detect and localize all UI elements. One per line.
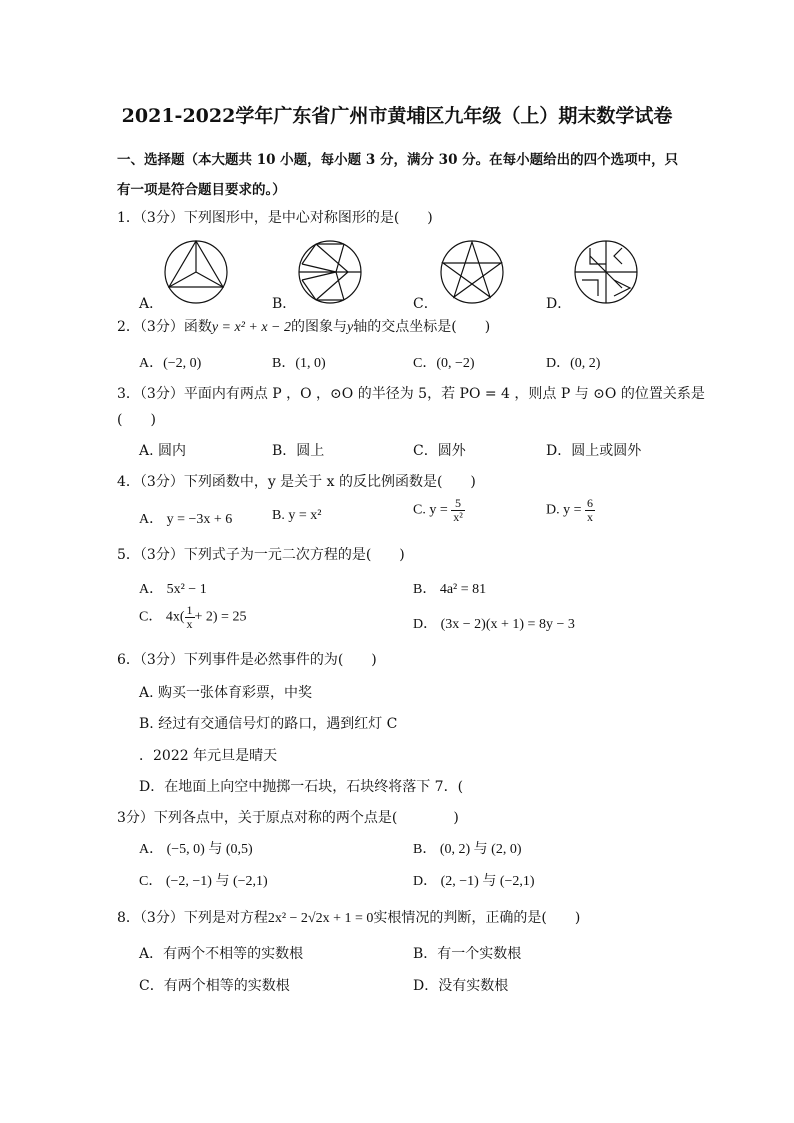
q4-option-a: A． y = −3x + 6 (139, 512, 233, 527)
q3-stem: 3．（3分）平面内有两点 P ，O ，⊙O 的半径为 5，若 PO = 4 ，则点 P 与 ⊙O 的位置关系是 (117, 386, 705, 402)
q8-option-d: D．没有实数根 (413, 978, 509, 994)
q6-option-d: D．在地面上向空中抛掷一石块，石块终将落下 7．( (139, 779, 464, 795)
q2-option-c: C．(0, −2) (413, 356, 475, 371)
q2-function: y = x² + x − 2 (211, 320, 292, 335)
q8-option-c: C．有两个相等的实数根 (139, 978, 290, 994)
q4-option-c-prefix: C. y = (413, 502, 448, 518)
q2-option-a: A．(−2, 0) (139, 356, 202, 371)
q3-option-b: B．圆上 (272, 443, 325, 459)
q7-option-a: A． (−5, 0) 与 (0,5) (139, 842, 253, 857)
q5-option-b: B． 4a² = 81 (413, 582, 487, 597)
q8-stem (117, 907, 580, 927)
q8-option-b: B．有一个实数根 (413, 946, 522, 962)
q4-option-d-prefix: D. y = (546, 502, 582, 518)
q1-figure-b (294, 236, 366, 308)
q4-option-d-denominator: x (587, 510, 594, 524)
q5-stem: 5．（3分）下列式子为一元二次方程的是( ) (117, 547, 405, 563)
q4-option-c-numerator: 5 (451, 497, 465, 511)
q6-stem: 6．（3分）下列事件是必然事件的为( ) (117, 652, 377, 668)
q8-equation: 2x² − 2√2x + 1 = 0 (267, 911, 374, 926)
q2-stem-e: 轴的交点坐标是( ) (353, 319, 491, 335)
q4-option-c-fraction (451, 497, 465, 524)
q3-option-d: D．圆上或圆外 (546, 443, 642, 459)
q2-stem-a: 2．（3分）函数 (117, 319, 212, 335)
q2-stem (117, 316, 490, 336)
q1-label-a: A． (139, 296, 164, 312)
q5-option-c (139, 604, 246, 631)
q7-stem: 3分）下列各点中，关于原点对称的两个点是( ) (117, 810, 459, 826)
q1-figure-d (570, 236, 642, 308)
q2-option-d: D．(0, 2) (546, 356, 601, 371)
q4-option-c-denominator: x² (453, 510, 463, 524)
q6-option-c: ．2022 年元旦是晴天 (139, 748, 278, 764)
q3-option-a: A. 圆内 (139, 443, 187, 459)
q5-option-d: D． (3x − 2)(x + 1) = 8y − 3 (413, 617, 575, 632)
q2-stem-c: 的图象与 (291, 319, 348, 335)
q5-option-c-numerator: 1 (186, 603, 193, 617)
q8-stem-c: 实根情况的判断，正确的是( ) (373, 910, 581, 926)
page-title: 2021-2022学年广东省广州市黄埔区九年级（上）期末数学试卷 (121, 105, 673, 127)
section-heading-line1: 一、选择题（本大题共 10 小题，每小题 3 分，满分 30 分。在每小题给出的四个选项中，只 (117, 152, 679, 168)
q1-label-d: D． (546, 296, 572, 312)
q5-option-c-prefix: C． 4x( (139, 609, 185, 625)
q5-option-c-fraction (185, 604, 195, 631)
q4-option-d-numerator: 6 (587, 496, 594, 510)
q3-stem-cont: ( ) (117, 412, 156, 428)
q4-option-b: B. y = x² (272, 508, 322, 523)
q3-option-c: C．圆外 (413, 443, 466, 459)
q6-option-b: B. 经过有交通信号灯的路口，遇到红灯 C (139, 716, 398, 732)
q5-option-c-suffix: + 2) = 25 (194, 609, 247, 625)
q8-option-a: A．有两个不相等的实数根 (139, 946, 304, 962)
section-heading-line2: 有一项是符合题目要求的。） (117, 182, 286, 198)
q2-axis: y (347, 320, 354, 335)
q7-option-d: D． (2, −1) 与 (−2,1) (413, 874, 535, 889)
q4-option-d (546, 497, 595, 524)
q1-label-c: C． (413, 296, 438, 312)
q4-stem: 4．（3分）下列函数中，y 是关于 x 的反比例函数是( ) (117, 474, 476, 490)
q7-option-b: B． (0, 2) 与 (2, 0) (413, 842, 522, 857)
q1-stem: 1．（3分）下列图形中，是中心对称图形的是( ) (117, 210, 433, 226)
q1-figure-c (436, 236, 508, 308)
q1-label-b: B． (272, 296, 297, 312)
q4-option-c (413, 497, 465, 524)
q7-option-c: C． (−2, −1) 与 (−2,1) (139, 874, 268, 889)
q1-figure-a (160, 236, 232, 308)
q4-option-d-fraction (585, 497, 595, 524)
q2-option-b: B．(1, 0) (272, 356, 326, 371)
q6-option-a: A. 购买一张体育彩票，中奖 (139, 685, 313, 701)
q5-option-c-denominator: x (186, 617, 193, 631)
q5-option-a: A． 5x² − 1 (139, 582, 207, 597)
q8-stem-a: 8．（3分）下列是对方程 (117, 910, 268, 926)
